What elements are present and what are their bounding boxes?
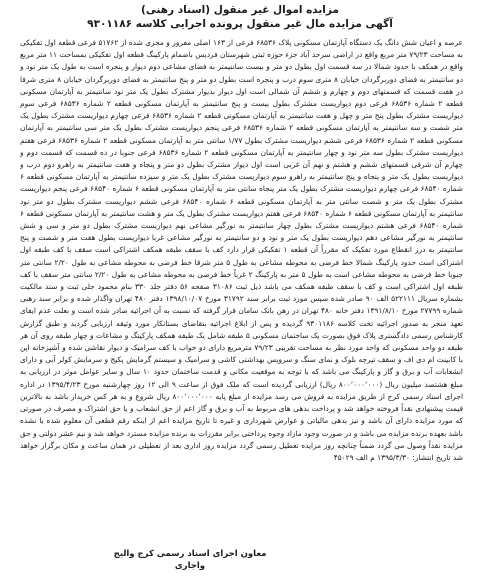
signature: معاون اجرای اسناد رسمی کرج والیج واجاری	[113, 549, 267, 571]
notice-body: عرصه و اعیان شش دانگ یک دستگاه آپارتمان مسکونی پلاک ۶۸۵۳۶ فرعی از ۱۶۳ اصلی مفروز و مجزی شده از ۵۱۷۶۲ فرعی قطعه اول تفکیکی به مساحت ۷۹/۲۳ متر مربع واقع در اراضی سرحد آباد جزء حوزه ثبتی شهرستان فردیس باضمام پارکینگ قطعه اول تفکیکی بمساحت ۱۱ متر مربع واقع در همکف با حدود شمالا در سه قسمت اول بطول دو متر و بیست سانتیمتر به فضای مشاعی دوم دیوار و پنجره است به طول یک متر نود و دو سانتیمتر به فضای دوربرگردان خیابان ۸ متری سوم درب و پنجره است بطول دو متر و پنج سانتیمتر به فضای دوربرگردان خیابان ۸ متری شرقا در هفت قسمت که قسمتهای دوم و چهارم و ششم آن شمالی است اول دیوار بدیوار مشترک بطول یک متر نود سانتیمتر به آپارتمان مسکونی قطعه ۲ شماره ۶۸۵۳۶ فرعی دوم دیواریست مشترک بطول بیست و پنج سانتیمتر به آپارتمان مسکونی قطعه ۲ شماره ۶۸۵۳۶ فرعی سوم دیواریست مشترک بطول پنج متر و چهل و هفت سانتیمتر به آپارتمان مسکونی قطعه ۲ شماره ۶۸۵۳۶ فرعی چهارم دیواریست مشترک بطول یک متر شصت و سه سانتیمتر به آپارتمان مسکونی قطعه ۲ شماره ۶۸۵۳۶ فرعی پنجم دیواریست مشترک بطول یک متر سی سانتیمتر به آپارتمان مسکونی قطعه ۲ شماره ۶۸۵۳۶ فرعی ششم دیواریست مشترک بطول ۱/۷۷ سانتی متر به آپارتمان مسکونی قطعه ۲ شماره ۶۸۵۳۶ فرعی هفتم دیواریست مشترک بطول سه متر نود و چهار سانتیمتر به آپارتمان مسکونی قطعه ۲ شماره ۶۸۵۳۶ فرعی جنوبا در ده قسمت که قسمت دوم و چهارم آن شرقی قسمتهای ششم و هشتم و نهم آن غربی است اول دیوار مشترک بطول دو متر و پنجاه و هفت سانتیمتر به راهرو دوم درب و دیواریست بطول یک متر و پنجاه و پنج سانتیمتر به راهرو سوم دیواریست مشترک بطول یک متر و سیزده سانتیمتر به آپارتمان مسکونی قطعه ۶ شماره ۶۸۵۴۰ فرعی چهارم دیواریست مشترک بطول یک متر پنجاه سانتی متر به آپارتمان مسکونی قطعه ۶ شماره ۶۸۵۴۰ فرعی پنجم دیواریست مشترک بطول یک متر و شصت سانتی متر به آپارتمان مسکونی قطعه ۶ شماره ۶۸۵۴۰ فرعی ششم دیواریست مشترک بطول دو متر نود سانتیمتر به آپارتمان مسکونی قطعه ۶ شماره ۶۸۵۴۰ فرعی هفتم دیواریست مشترک بطول یک متر و هشت سانتیمتر به آپارتمان مسکونی قطعه ۶ شماره ۶۸۵۴۰ فرعی هشتم دیواریست مشترک بطول چهار سانتیمتر به نورگیر مشاعی نهم دیواریست مشترک بطول دو متر و سی و شش سانتیمتر به نورگیر مشاعی دهم دیواریست بطول یک متر و نود و دو سانتیمتر به نورگیر مشاعی غربا دیواریست بطول هفت متر و شصت و پنج سانتیمتر به درز انقطاع مورد تفکیک که مقرراً آن قطعه ۱ تفکیکی قرار دارد کف با سقف طبقه همکف اشتراکی است سقف با کف طبقه اول اشتراکی است حدود پارکینگ شمالا خط فرضی به محوطه مشاعی به طول ۵ متر شرقا خط فرضی به محوطه مشاعی به طول ۲/۲۰ سانتی متر جنوبا خط فرضی به محوطه مشاعی است به طول ۵ متر به پارکینگ ۲ غرباً خط فرضی به محوطه مشاعی به طول ۲/۲۰ سانتی متر سقف با کف طبقه اول اشتراکی است و کف با سقف طبقه همکف می باشد ذیل ثبت ۳۱۰۸۶ صفحه ۵۶ دفتر جلد ۳۳۰ بنام محمود جلی ثبت و سند مالکیت بشماره سریال ۵۲۲۱۱۱ الف ۹۰ صادر شده سپس مورد ثبت برابر سند ۳۱۷۹۲ مورخ ۱۳۹۸/۱۰/۰۷ دفتر ۴۸۰ تهران واگذار شده و برابر سند رهنی شماره ۲۷۷۹۹ مورخ ۱۳۹۱/۸/۱۰ دفتر خانه ۴۸۰ تهران در رهن بانک سامان قرار گرفته که نسبت به آن اجرائیه صادر شده است و بعلت عدم ایفای تعهد منجر به صدور اجرائیه تحت کلاسه ۹۳۰۱۱۸۶ گردیده و پس از ابلاغ اجرائیه بتقاضای بستانکار مورد وثیقه ارزیابی گردید و طبق گزارش کارشناس رسمی دادگستری پلاک فوق بصورت یک ساختمان مسکونی ۵ طبقه شامل یک طبقه همکف پارکینگ و مشاعات و چهار طبقه روی آن هر طبقه دو واحد مسکونی که واحد مورد نظر به مساحت تقریبی ۷۹/۲۳ مترمربع دارای دو خواب با کف سرامیک و دیوار نقاشی شده و آشپزخانه اپن با کابینت ام دی اف و سقف تیرچه بلوک و نمای سنگ و سرویس بهداشتی کاشی و سرامیک و سیستم گرمایش پکیج و سرمایش کولر آبی و دارای انشعابات آب و برق و گاز و پارکینگ می باشد که با توجه به موقعیت مکانی و قدمت ساختمان حدود ۱۰ سال و سایر عوامل موثر در ارزیابی به مبلغ هشتصد میلیون ریال (۸۰۰٬۰۰۰٬۰۰۰ ریال) ارزیابی گردیده است که ملک فوق از ساعت ۹ الی ۱۲ روز چهارشنبه مورخ ۱۳۹۵/۴/۲۳ در اداره اجرای اسناد رسمی کرج از طریق مزایده به فروش می رسد مزایده از مبلغ پایه ۸۰۰٬۰۰۰٬۰۰۰ ریال شروع و به هر کس خریدار باشد به بالاترین قیمت پیشنهادی نقداً فروخته خواهد شد و پرداخت بدهی های مربوط به آب و برق و گاز اعم از حق انشعاب و یا حق اشتراک و مصرف در صورتی که مورد مزایده دارای آن باشد و نیز بدهی مالیاتی و عوارض شهرداری و غیره تا تاریخ مزایده اعم از اینکه رقم قطعی آن معلوم شده یا نشده باشد بعهده برنده مزایده می باشد و در صورت وجود مازاد وجوه پرداختی برابر مقررات به برنده مزایده مسترد خواهد شد و نیم عشر دولتی و حق مزایده نقداً وصول می گردد ضمناً چنانچه روز مزایده تعطیل رسمی گردد مزایده روز اداری بعد از تعطیلی در همان ساعت و مکان برگزار خواهد شد تاریخ انتشار: ۱۳۹۵/۳/۳۰ م الف ۴۵۰۲۹	[20, 38, 463, 462]
notice-title: مزایده اموال غیر منقول (اسناد رهنی)	[141, 4, 339, 16]
notice-subtitle: آگهی مزایده مال غیر منقول پرونده اجرایی کلاسه ۹۳۰۱۱۸۶	[87, 18, 393, 30]
